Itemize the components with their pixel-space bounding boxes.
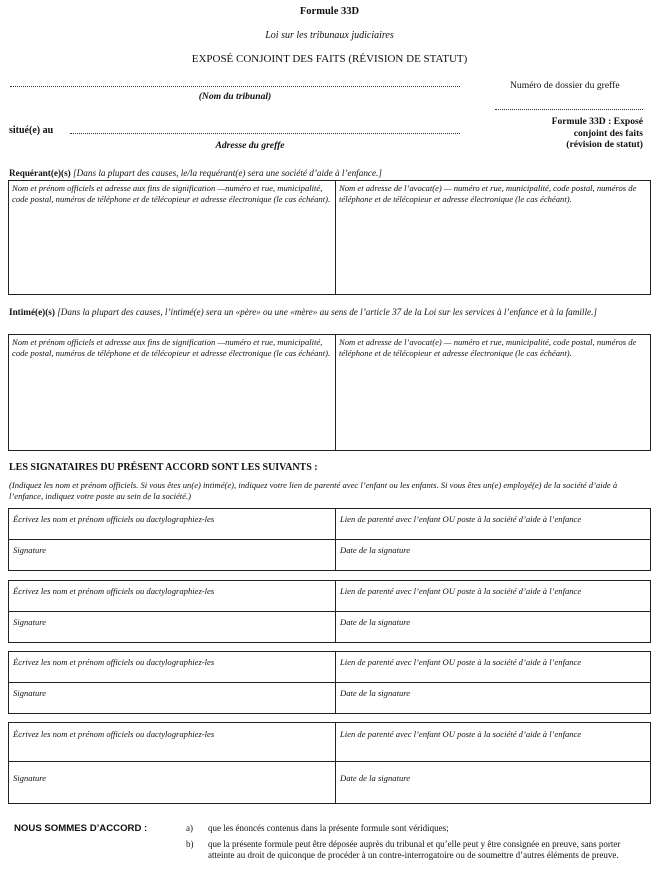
applicants-heading-line: [9, 168, 649, 178]
respondents-heading: Intimé(e)(s): [9, 307, 55, 317]
applicant-lawyer-cell[interactable]: Nom et adresse de l’avocat(e) — numéro et rue, municipalité, code postal, numéros de téléphone et de télécopieur et adresse électronique (le cas échéant).: [339, 183, 637, 204]
signatory-relation-field[interactable]: Lien de parenté avec l’enfant OU poste à la société d’aide à l’enfance: [340, 586, 582, 596]
respondent-party-cell[interactable]: Nom et prénom officiels et adresse aux fins de signification —numéro et rue, municipalité, code postal, numéros de téléphone et de télécopieur et adresse électronique (le cas échéant).: [12, 337, 331, 358]
signatory-row-divider: [9, 682, 650, 683]
court-name-label: (Nom du tribunal): [198, 91, 272, 102]
address-field[interactable]: [70, 133, 460, 134]
signatory-block-4: [8, 722, 651, 804]
agreement-item-b-marker: b): [186, 839, 194, 849]
signatory-relation-field[interactable]: Lien de parenté avec l’enfant OU poste à la société d’aide à l’enfance: [340, 657, 582, 667]
respondents-note: [Dans la plupart des causes, l’intimé(e) sera un «père» ou une «mère» au sens de l’article 37 de la Loi sur les services à l’enfance et à la famille.]: [57, 307, 597, 317]
signatory-date-field[interactable]: Date de la signature: [340, 773, 411, 783]
agreement-item-a: que les énoncés contenus dans la présente formule sont véridiques;: [208, 823, 449, 833]
agreement-item-a-marker: a): [186, 823, 193, 833]
signatory-date-field[interactable]: Date de la signature: [340, 688, 411, 698]
signatory-signature-field[interactable]: Signature: [13, 688, 47, 698]
respondent-lawyer-cell[interactable]: Nom et adresse de l’avocat(e) — numéro et rue, municipalité, code postal, numéros de téléphone et de télécopieur et adresse électronique (le cas échéant).: [339, 337, 637, 358]
law-name: Loi sur les tribunaux judiciaires: [265, 30, 394, 41]
applicants-heading: Requérant(e)(s): [9, 168, 71, 178]
signatory-name-field[interactable]: Écrivez les nom et prénom officiels ou dactylographiez-les: [13, 657, 215, 667]
signatory-col-divider: [335, 723, 336, 803]
signatory-row-divider: [9, 611, 650, 612]
signatory-signature-field[interactable]: Signature: [13, 617, 47, 627]
court-name-field[interactable]: [10, 86, 460, 87]
signatory-date-field[interactable]: Date de la signature: [340, 545, 411, 555]
signatory-name-field[interactable]: Écrivez les nom et prénom officiels ou dactylographiez-les: [13, 729, 215, 739]
signatory-row-divider: [9, 539, 650, 540]
file-number-label: Numéro de dossier du greffe: [510, 80, 620, 91]
signatory-date-field[interactable]: Date de la signature: [340, 617, 411, 627]
applicants-note: [Dans la plupart des causes, le/la requérant(e) sera une société d’aide à l’enfance.]: [73, 168, 382, 178]
side-form-title: [500, 116, 643, 151]
form-number: Formule 33D: [299, 6, 360, 17]
page-title: EXPOSÉ CONJOINT DES FAITS (RÉVISION DE STATUT): [191, 53, 468, 65]
agreement-heading: NOUS SOMMES D’ACCORD :: [14, 823, 148, 834]
situated-label: situé(e) au: [9, 125, 54, 136]
signatory-col-divider: [335, 509, 336, 570]
file-number-field[interactable]: [495, 109, 643, 110]
side-title-line-1: Formule 33D : Exposé: [551, 116, 643, 127]
signatory-block-1: [8, 508, 651, 571]
signatory-col-divider: [335, 581, 336, 642]
signatory-signature-field[interactable]: Signature: [13, 545, 47, 555]
agreement-item-b: que la présente formule peut être déposée auprès du tribunal et qu’elle peut y être consignée en preuve, sans porter atteinte au droit de quiconque de procéder à un contre-interrogatoire ou de soumettre d’autres éléments de preuve.: [208, 839, 621, 860]
side-title-line-2: conjoint des faits: [573, 127, 643, 139]
signatory-name-field[interactable]: Écrivez les nom et prénom officiels ou dactylographiez-les: [13, 514, 215, 524]
address-label: Adresse du greffe: [215, 140, 285, 151]
signatory-col-divider: [335, 652, 336, 713]
signatory-name-field[interactable]: Écrivez les nom et prénom officiels ou dactylographiez-les: [13, 586, 215, 596]
respondents-heading-line: [9, 306, 649, 318]
signatory-signature-field[interactable]: Signature: [13, 773, 47, 783]
side-title-line-3: (révision de statut): [566, 139, 643, 150]
signatory-row-divider: [9, 761, 650, 762]
signatory-relation-field[interactable]: Lien de parenté avec l’enfant OU poste à la société d’aide à l’enfance: [340, 729, 582, 739]
signatory-block-2: [8, 580, 651, 643]
signatory-block-3: [8, 651, 651, 714]
applicants-table: [8, 180, 651, 295]
signatories-heading: LES SIGNATAIRES DU PRÉSENT ACCORD SONT LES SUIVANTS :: [9, 462, 318, 473]
applicant-party-cell[interactable]: Nom et prénom officiels et adresse aux fins de signification —numéro et rue, municipalité, code postal, numéros de téléphone et de télécopieur et adresse électronique (le cas échéant).: [12, 183, 331, 204]
signatory-relation-field[interactable]: Lien de parenté avec l’enfant OU poste à la société d’aide à l’enfance: [340, 514, 582, 524]
respondents-table: [8, 334, 651, 451]
signatories-instructions: (Indiquez les nom et prénom officiels. Si vous êtes un(e) intimé(e), indiquez votre lien de parenté avec l’enfant ou les enfants. Si vous êtes un(e) employé(e) de la société d’aide à l’enfance, indiquez votre poste au sein de la société.): [9, 480, 618, 501]
